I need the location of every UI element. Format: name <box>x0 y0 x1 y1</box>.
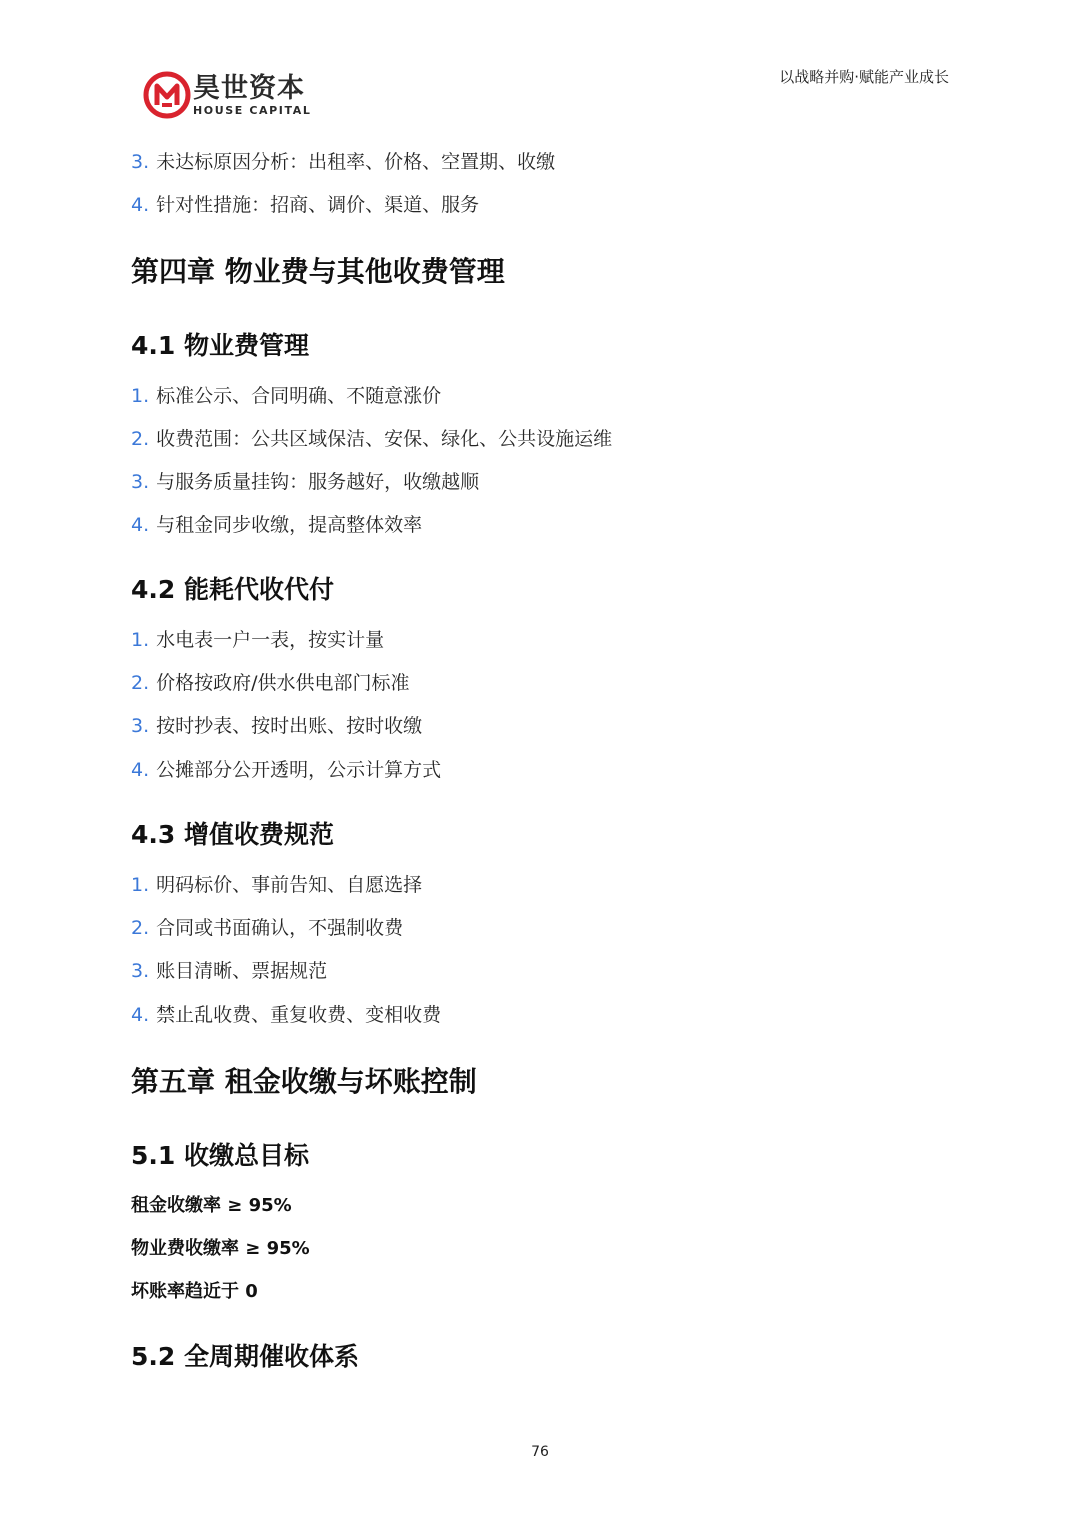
section-5-2-heading: 5.2 全周期催收体系 <box>131 1342 359 1371</box>
list-text: 公摊部分公开透明，公示计算方式 <box>156 759 442 781</box>
logo-english-name: HOUSE CAPITAL <box>193 103 312 117</box>
list-text: 明码标价、事前告知、自愿选择 <box>156 874 423 896</box>
list-number: 2. <box>131 917 150 939</box>
list-text: 水电表一户一表，按实计量 <box>156 629 385 651</box>
list-item <box>131 628 384 652</box>
list-item <box>131 470 479 494</box>
list-number: 4. <box>131 194 150 216</box>
goal-property-fee-collection: 物业费收缴率 ≥ 95% <box>131 1238 310 1259</box>
chapter-5-heading: 第五章 租金收缴与坏账控制 <box>131 1065 477 1098</box>
list-number: 3. <box>131 471 150 493</box>
logo-chinese-name: 昊世资本 <box>193 72 305 104</box>
list-number: 3. <box>131 960 150 982</box>
list-text: 针对性措施：招商、调价、渠道、服务 <box>156 194 480 216</box>
list-text: 合同或书面确认，不强制收费 <box>156 917 404 939</box>
list-text: 按时抄表、按时出账、按时收缴 <box>156 715 423 737</box>
house-capital-logo-icon <box>143 71 191 119</box>
list-item <box>131 193 479 217</box>
company-logo <box>143 70 311 120</box>
chapter-4-heading: 第四章 物业费与其他收费管理 <box>131 255 505 288</box>
list-number: 1. <box>131 874 150 896</box>
list-text: 与租金同步收缴，提高整体效率 <box>156 514 423 536</box>
list-item <box>131 513 422 537</box>
list-item <box>131 384 441 408</box>
header-tagline: 以战略并购·赋能产业成长 <box>779 68 949 86</box>
list-text: 未达标原因分析：出租率、价格、空置期、收缴 <box>156 151 556 173</box>
list-item <box>131 671 410 695</box>
goal-bad-debt: 坏账率趋近于 0 <box>131 1281 258 1302</box>
list-text: 禁止乱收费、重复收费、变相收费 <box>156 1004 442 1026</box>
list-text: 标准公示、合同明确、不随意涨价 <box>156 385 442 407</box>
section-4-3-heading: 4.3 增值收费规范 <box>131 820 334 849</box>
section-4-1-heading: 4.1 物业费管理 <box>131 331 309 360</box>
list-text: 收费范围：公共区域保洁、安保、绿化、公共设施运维 <box>156 428 613 450</box>
list-item <box>131 959 327 983</box>
list-number: 1. <box>131 385 150 407</box>
list-number: 4. <box>131 1004 150 1026</box>
list-number: 2. <box>131 672 150 694</box>
list-text: 与服务质量挂钩：服务越好，收缴越顺 <box>156 471 480 493</box>
list-item <box>131 150 555 174</box>
section-5-1-heading: 5.1 收缴总目标 <box>131 1141 309 1170</box>
list-number: 2. <box>131 428 150 450</box>
list-text: 账目清晰、票据规范 <box>156 960 328 982</box>
list-item <box>131 916 403 940</box>
list-item <box>131 758 441 782</box>
list-item <box>131 873 422 897</box>
list-number: 4. <box>131 514 150 536</box>
list-number: 1. <box>131 629 150 651</box>
list-item <box>131 427 612 451</box>
goal-rent-collection: 租金收缴率 ≥ 95% <box>131 1195 292 1216</box>
list-text: 价格按政府/供水供电部门标准 <box>156 672 410 694</box>
list-number: 3. <box>131 151 150 173</box>
list-number: 4. <box>131 759 150 781</box>
list-number: 3. <box>131 715 150 737</box>
list-item <box>131 714 422 738</box>
list-item <box>131 1003 441 1027</box>
page-number: 76 <box>531 1444 549 1460</box>
section-4-2-heading: 4.2 能耗代收代付 <box>131 575 334 604</box>
